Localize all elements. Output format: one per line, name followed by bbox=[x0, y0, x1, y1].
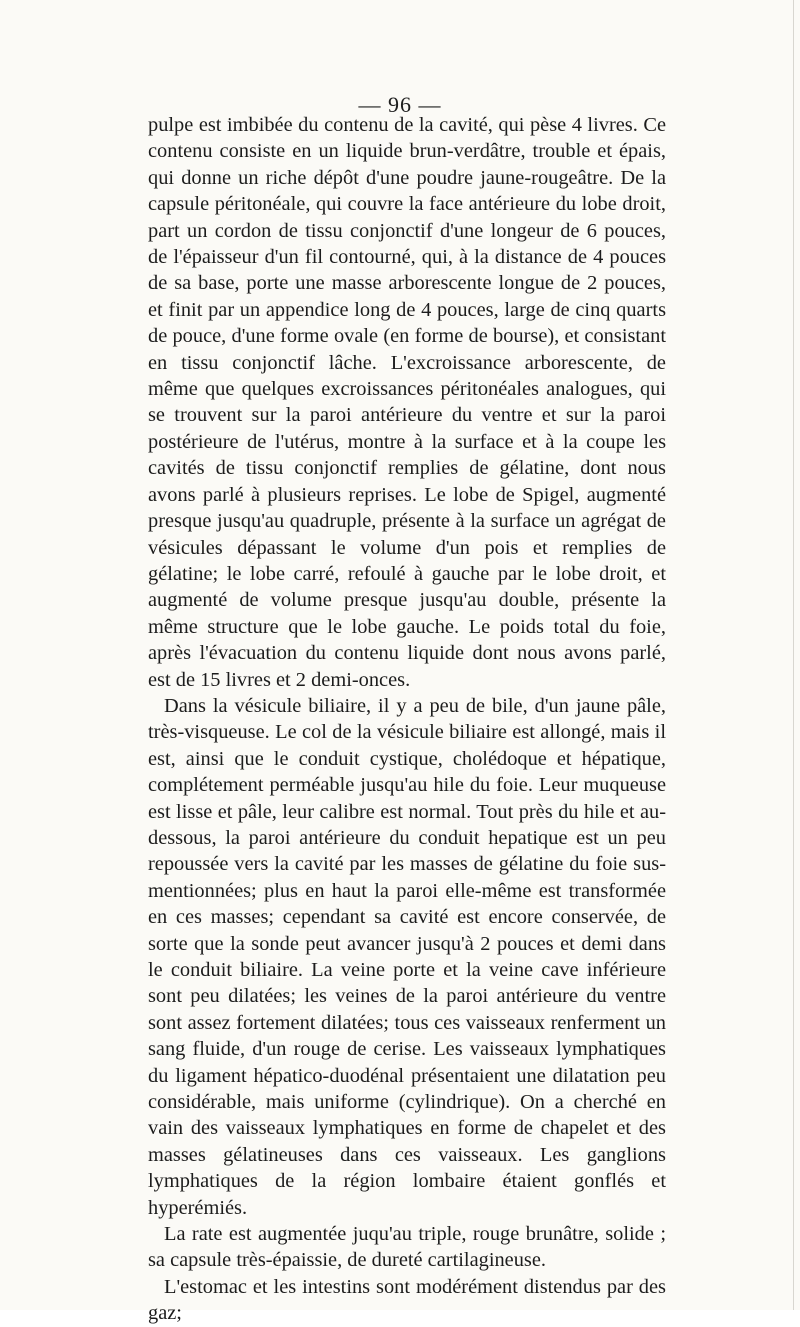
paragraph-spleen: La rate est augmentée juqu'au triple, rouge brunâtre, solide ; sa capsule très-épaissie, de dureté cartilagineuse. bbox=[148, 1223, 666, 1272]
page-edge-divider bbox=[793, 0, 794, 1310]
paragraph-liver-cavity: pulpe est imbibée du contenu de la cavité, qui pèse 4 livres. Ce contenu consiste en un liquide brun-verdâtre, trouble et épais, qui donne un riche dépôt d'une poudre jaune-rougeâtre. De la capsule péritonéale, qui couvre la face antérieure du lobe droit, part un cordon de tissu conjonctif d'une longeur de 6 pouces, de l'épaisseur d'un fil contourné, qui, à la distance de 4 pouces de sa base, porte une masse arborescente longue de 2 pouces, et finit par un appendice long de 4 pouces, large de cinq quarts de pouce, d'une forme ovale (en forme de bourse), et consistant en tissu conjonctif lâche. L'excroissance arborescente, de même que quelques excroissances péritonéales analogues, qui se trouvent sur la paroi antérieure du ventre et sur la paroi postérieure de l'utérus, montre à la surface et à la coupe les cavités de tissu conjonctif remplies de gélatine, dont nous avons parlé à plusieurs reprises. Le lobe de Spigel, augmenté presque jusqu'au quadruple, présente à la surface un agrégat de vésicules dépassant le volume d'un pois et remplies de gélatine; le lobe carré, refoulé à gauche par le lobe droit, et augmenté de volume presque jusqu'au double, présente la même structure que le lobe gauche. Le poids total du foie, après l'évacuation du contenu liquide dont nous avons parlé, est de 15 livres et 2 demi-onces. bbox=[148, 114, 666, 691]
paragraph-stomach: L'estomac et les intestins sont modérément distendus par des gaz; bbox=[148, 1275, 666, 1325]
body-text bbox=[148, 112, 666, 1327]
paragraph-gallbladder: Dans la vésicule biliaire, il y a peu de bile, d'un jaune pâle, très-visqueuse. Le col de la vésicule biliaire est allongé, mais il est, ainsi que le conduit cystique, cholédoque et hépatique, complétement perméable jusqu'au hile du foie. Leur muqueuse est lisse et pâle, leur calibre est normal. Tout près du hile et au-dessous, la paroi antérieure du conduit hepatique est un peu repoussée vers la cavité par les masses de gélatine du foie sus-mentionnées; plus en haut la paroi elle-même est transformée en ces masses; cependant sa cavité est encore conservée, de sorte que la sonde peut avancer jusqu'à 2 pouces et demi dans le conduit biliaire. La veine porte et la veine cave inférieure sont peu dilatées; les veines de la paroi antérieure du ventre sont assez fortement dilatées; tous ces vaisseaux renferment un sang fluide, d'un rouge de cerise. Les vaisseaux lymphatiques du ligament hépatico-duodénal présentaient une dilatation peu considérable, mais uniforme (cylindrique). On a cherché en vain des vaisseaux lymphatiques en forme de chapelet et des masses gélatineuses dans ces vaisseaux. Les ganglions lymphatiques de la région lombaire étaient gonflés et hyperémiés. bbox=[148, 694, 666, 1219]
page-number: — 96 — bbox=[358, 92, 442, 117]
